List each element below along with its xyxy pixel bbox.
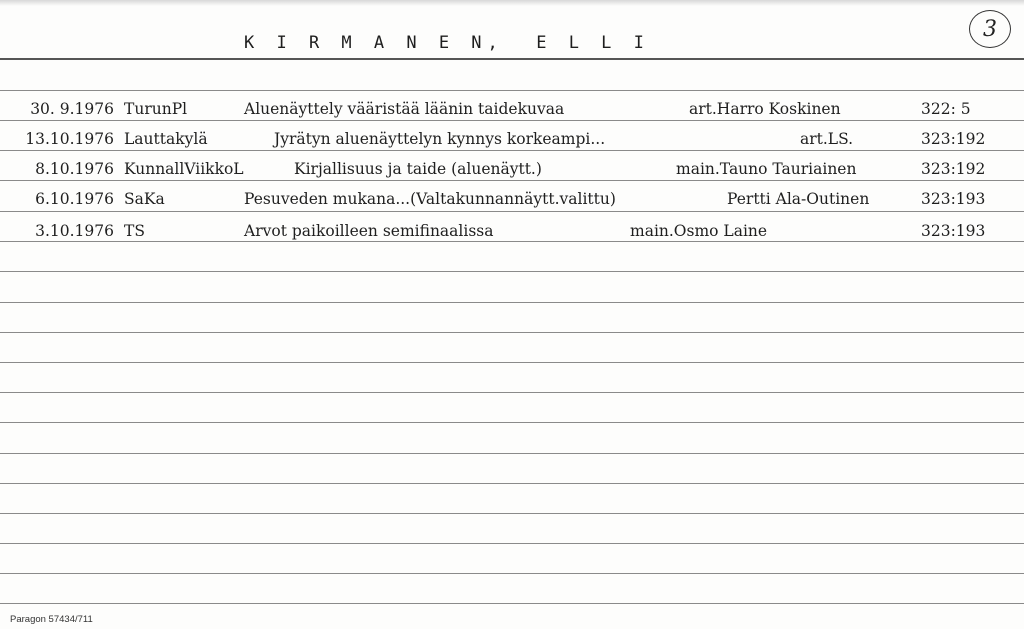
entry-reference: 323:193 (921, 222, 986, 240)
entry-author: main.Osmo Laine (630, 222, 768, 240)
entry-author: art.LS. (800, 130, 854, 148)
entry-source: Lauttakylä (124, 130, 208, 148)
entry-row (0, 158, 1024, 180)
entry-title: Arvot paikoilleen semifinaalissa (244, 222, 494, 240)
entry-row (0, 220, 1024, 242)
entry-title: Pesuveden mukana...(Valtakunnannäytt.valittu) (244, 190, 616, 208)
ruled-line (0, 150, 1024, 151)
entry-reference: 322: 5 (921, 100, 971, 118)
ruled-line (0, 120, 1024, 121)
entry-row (0, 188, 1024, 210)
card-edge (0, 0, 1024, 6)
card-heading-name: K I R M A N E N, E L L I (244, 33, 650, 53)
entry-author: Pertti Ala-Outinen (727, 190, 870, 208)
entry-row (0, 128, 1024, 150)
entry-source: SaKa (124, 190, 165, 208)
ruled-line (0, 211, 1024, 212)
printer-mark: Paragon 57434/711 (10, 614, 93, 625)
ruled-line (0, 453, 1024, 454)
entry-date: 13.10.1976 (25, 130, 114, 148)
ruled-line (0, 271, 1024, 272)
entry-author: main.Tauno Tauriainen (676, 160, 857, 178)
ruled-line (0, 422, 1024, 423)
entry-reference: 323:193 (921, 190, 986, 208)
ruled-line (0, 603, 1024, 604)
ruled-line (0, 180, 1024, 181)
entry-source: TS (124, 222, 145, 240)
entry-date: 30. 9.1976 (30, 100, 114, 118)
entry-date: 3.10.1976 (35, 222, 114, 240)
entry-reference: 323:192 (921, 130, 986, 148)
entry-row (0, 98, 1024, 120)
header-rule (0, 58, 1024, 60)
entry-reference: 323:192 (921, 160, 986, 178)
entry-title: Aluenäyttely vääristää läänin taidekuvaa (244, 100, 565, 118)
ruled-line (0, 513, 1024, 514)
entry-title: Kirjallisuus ja taide (aluenäytt.) (294, 160, 542, 178)
ruled-line (0, 362, 1024, 363)
entry-source: KunnallViikkoL (124, 160, 244, 178)
entry-source: TurunPl (124, 100, 188, 118)
entry-author: art.Harro Koskinen (689, 100, 841, 118)
entry-title: Jyrätyn aluenäyttelyn kynnys korkeampi... (274, 130, 606, 148)
entry-date: 6.10.1976 (35, 190, 114, 208)
ruled-line (0, 332, 1024, 333)
ruled-line (0, 543, 1024, 544)
entry-date: 8.10.1976 (35, 160, 114, 178)
ruled-line (0, 302, 1024, 303)
ruled-line (0, 483, 1024, 484)
ruled-line (0, 573, 1024, 574)
ruled-line (0, 392, 1024, 393)
card-number-circle: 3 (969, 10, 1011, 48)
ruled-line (0, 90, 1024, 91)
